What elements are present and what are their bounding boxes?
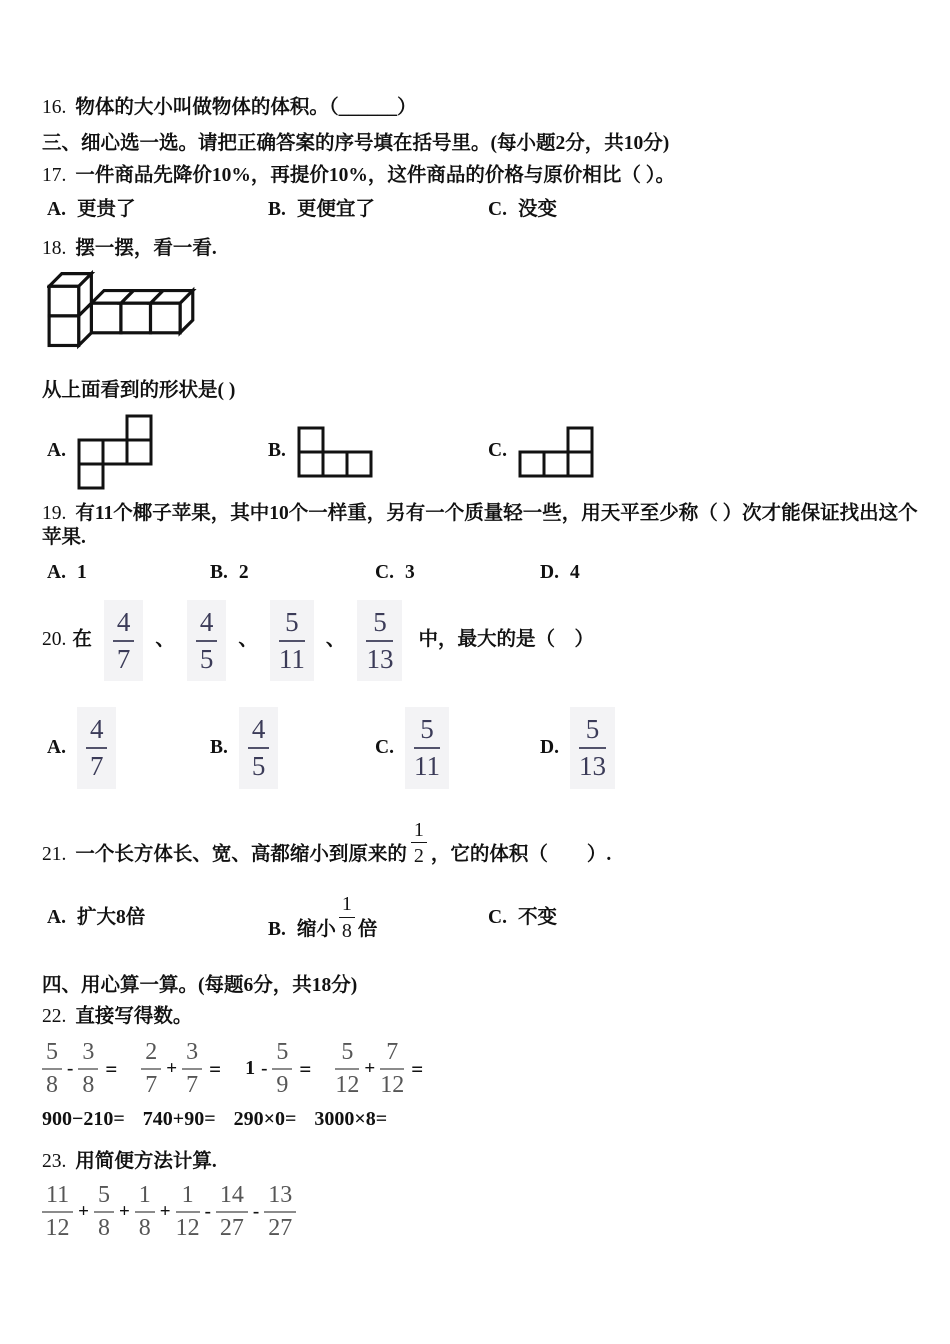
fraction-5-11 — [270, 600, 314, 681]
top-view-option-b-figure — [297, 426, 373, 478]
fraction-7-12 — [380, 1039, 404, 1099]
question-20-option-d — [540, 707, 615, 788]
question-18-option-a — [47, 414, 268, 490]
question-18-view-question — [42, 379, 924, 403]
option-c-label: C. — [375, 736, 394, 758]
minus-operator: - — [261, 1058, 268, 1079]
separator: 、 — [325, 629, 346, 651]
numerator: 5 — [42, 1039, 62, 1070]
denominator: 5 — [199, 643, 214, 674]
option-a-text: 1 — [76, 562, 87, 584]
integer-problem-3: 290×0= — [233, 1107, 297, 1130]
question-19-option-d — [540, 561, 580, 585]
fraction-5-8 — [94, 1182, 114, 1242]
option-b-label: B. — [210, 736, 228, 758]
fraction-5-12 — [335, 1039, 359, 1099]
question-21 — [42, 819, 924, 868]
question-20-option-a — [47, 707, 210, 788]
option-a-label: A. — [47, 199, 66, 221]
numerator: 1 — [176, 1182, 200, 1213]
numerator: 5 — [579, 714, 606, 749]
top-view-option-a-figure — [77, 414, 153, 490]
option-c-text: 不变 — [517, 906, 557, 928]
question-18-number: 18. — [42, 237, 67, 259]
question-18-option-c — [488, 426, 594, 478]
question-19-number: 19. — [42, 502, 67, 524]
numerator: 7 — [380, 1039, 404, 1070]
question-19-text: 有11个椰子苹果，其中10个一样重，另有一个质量轻一些，用天平至少称（ ）次才能保证找出这个苹果. — [42, 502, 918, 548]
option-b-label: B. — [210, 562, 228, 584]
question-16-number: 16. — [42, 97, 67, 118]
section-4-title-text: 四、用心算一算。(每题6分，共18分) — [42, 975, 358, 997]
question-20 — [42, 600, 924, 681]
option-c-label: C. — [488, 440, 507, 462]
equals-sign: = — [299, 1056, 312, 1081]
question-20-number: 20. — [42, 629, 67, 651]
section-3-title — [42, 132, 924, 156]
numerator: 5 — [279, 607, 305, 642]
top-view-option-c-figure — [518, 426, 594, 478]
question-21-option-a — [47, 906, 268, 930]
denominator: 12 — [45, 1215, 70, 1241]
fraction-problem-2 — [141, 1039, 221, 1099]
denominator: 8 — [46, 1071, 58, 1098]
question-22-number: 22. — [42, 1005, 67, 1027]
numerator: 4 — [86, 714, 108, 749]
fraction-4-5 — [187, 600, 227, 681]
option-a-text: 更贵了 — [76, 199, 136, 221]
denominator: 13 — [578, 751, 606, 782]
option-a-label: A. — [47, 562, 66, 584]
numerator: 4 — [196, 607, 218, 642]
fraction-4-7 — [104, 600, 144, 681]
denominator: 8 — [82, 1071, 95, 1098]
question-23 — [42, 1150, 924, 1174]
option-c-text: 没变 — [517, 199, 557, 221]
fraction-11-12 — [42, 1182, 73, 1242]
question-21-number: 21. — [42, 844, 67, 866]
numerator: 4 — [248, 714, 270, 749]
option-d-label: D. — [540, 562, 559, 584]
numerator: 5 — [366, 607, 393, 642]
question-17-text: 一件商品先降价10%，再提价10%，这件商品的价格与原价相比（ ）。 — [75, 164, 676, 186]
numerator: 4 — [113, 607, 135, 642]
question-22 — [42, 1005, 924, 1029]
option-c-text: 3 — [404, 562, 415, 584]
option-b-fraction — [239, 707, 279, 788]
fraction-1-12 — [176, 1182, 200, 1242]
option-d-text: 4 — [569, 562, 580, 584]
fraction-14-27 — [216, 1182, 248, 1242]
numerator: 5 — [414, 714, 440, 749]
option-a-text: 扩大8倍 — [76, 906, 146, 928]
whole-number-one: 1 — [245, 1057, 256, 1080]
option-b-label: B. — [268, 918, 286, 940]
question-20-prefix: 在 — [72, 629, 92, 651]
minus-operator: - — [204, 1201, 211, 1223]
option-b-text-before: 缩小 — [296, 918, 336, 940]
question-18-option-b — [268, 426, 488, 478]
question-18-options — [42, 414, 924, 490]
question-23-number: 23. — [42, 1150, 67, 1172]
denominator: 12 — [175, 1215, 200, 1241]
option-c-label: C. — [488, 199, 507, 221]
denominator: 5 — [251, 751, 266, 782]
numerator: 5 — [94, 1182, 114, 1213]
option-a-label: A. — [47, 906, 66, 928]
integer-problem-2: 740+90= — [142, 1107, 216, 1130]
option-a-label: A. — [47, 440, 66, 462]
option-d-fraction — [570, 707, 615, 788]
fraction-problem-1 — [42, 1039, 117, 1099]
integer-problem-4: 3000×8= — [314, 1107, 388, 1130]
fraction-2-7 — [141, 1039, 161, 1099]
fraction-5-13 — [357, 600, 402, 681]
equals-sign: = — [411, 1056, 424, 1081]
question-17-option-a — [47, 198, 268, 222]
numerator: 5 — [335, 1039, 359, 1070]
question-22-fraction-problems — [42, 1039, 924, 1099]
numerator: 11 — [42, 1182, 73, 1213]
equals-sign: = — [209, 1056, 222, 1081]
question-18-view-question-text: 从上面看到的形状是( ) — [42, 380, 236, 402]
option-b-label: B. — [268, 440, 286, 462]
question-21-option-b — [268, 893, 488, 942]
question-20-option-c — [375, 707, 540, 788]
denominator: 12 — [335, 1071, 360, 1098]
denominator: 13 — [366, 643, 394, 674]
fraction-5-8 — [42, 1039, 62, 1099]
question-19-option-b — [210, 561, 375, 585]
numerator: 1 — [411, 819, 427, 843]
plus-operator: + — [159, 1201, 171, 1223]
denominator: 8 — [97, 1215, 110, 1241]
denominator: 7 — [89, 751, 104, 782]
option-a-fraction — [77, 707, 117, 788]
question-19 — [42, 502, 924, 551]
denominator: 7 — [116, 643, 131, 674]
denominator: 27 — [268, 1215, 293, 1241]
option-c-fraction — [405, 707, 449, 788]
question-19-options — [42, 561, 924, 585]
cube-arrangement-drawing — [47, 267, 197, 350]
fraction-1-8 — [135, 1182, 155, 1242]
denominator: 2 — [413, 845, 424, 868]
plus-operator: + — [118, 1201, 130, 1223]
option-b-text: 更便宜了 — [296, 199, 375, 221]
question-17-number: 17. — [42, 164, 67, 186]
denominator: 27 — [219, 1215, 244, 1241]
question-21-text-before: 一个长方体长、宽、高都缩小到原来的 — [75, 844, 407, 866]
fraction-1-8 — [339, 893, 355, 942]
question-21-text-after: ，它的体积（ ）. — [430, 844, 612, 866]
question-22-integer-problems — [42, 1107, 924, 1132]
separator: 、 — [155, 629, 175, 651]
plus-operator: + — [166, 1058, 178, 1079]
minus-operator: - — [67, 1058, 74, 1079]
option-b-text: 2 — [238, 562, 249, 584]
question-20-option-b — [210, 707, 375, 788]
option-d-label: D. — [540, 736, 559, 758]
numerator: 13 — [264, 1182, 296, 1213]
question-17-option-b — [268, 198, 488, 222]
numerator: 5 — [272, 1039, 292, 1070]
denominator: 11 — [413, 751, 440, 782]
fraction-5-9 — [272, 1039, 292, 1099]
question-22-text: 直接写得数。 — [75, 1005, 193, 1027]
question-23-expression — [42, 1182, 924, 1242]
plus-operator: + — [364, 1058, 376, 1079]
question-18 — [42, 237, 924, 261]
fraction-13-27 — [264, 1182, 296, 1242]
option-b-label: B. — [268, 199, 286, 221]
question-21-option-c — [488, 906, 557, 930]
denominator: 12 — [380, 1071, 405, 1098]
section-3-title-text: 三、细心选一选。请把正确答案的序号填在括号里。(每小题2分，共10分) — [42, 133, 670, 155]
fraction-3-8 — [78, 1039, 98, 1099]
question-19-option-a — [47, 561, 210, 585]
fraction-3-7 — [182, 1039, 202, 1099]
numerator: 3 — [78, 1039, 98, 1070]
denominator: 7 — [145, 1071, 158, 1098]
numerator: 2 — [141, 1039, 161, 1070]
question-23-text: 用简便方法计算. — [75, 1150, 217, 1172]
equals-sign: = — [105, 1056, 118, 1081]
question-16-text: 物体的大小叫做物体的体积。（______） — [75, 97, 417, 118]
plus-operator: + — [78, 1201, 89, 1223]
denominator: 11 — [278, 643, 305, 674]
question-17-option-c — [488, 198, 557, 222]
question-18-cube-figure — [47, 267, 924, 357]
question-20-options — [42, 707, 924, 788]
fraction-problem-3 — [245, 1039, 311, 1099]
question-17 — [42, 164, 924, 188]
fraction-problem-4 — [335, 1039, 423, 1099]
denominator: 9 — [276, 1071, 289, 1098]
option-b-text-after: 倍 — [357, 918, 378, 940]
question-17-options — [42, 198, 924, 222]
question-20-suffix: 中，最大的是（ ） — [418, 629, 594, 651]
question-18-text: 摆一摆，看一看. — [75, 237, 217, 259]
numerator: 1 — [135, 1182, 155, 1213]
integer-problem-1: 900−210= — [42, 1107, 125, 1130]
fraction-1-2 — [411, 819, 427, 868]
numerator: 14 — [216, 1182, 248, 1213]
option-c-label: C. — [375, 562, 394, 584]
denominator: 8 — [341, 919, 352, 942]
minus-operator: - — [252, 1201, 260, 1223]
numerator: 3 — [182, 1039, 202, 1070]
question-21-options — [42, 893, 924, 942]
question-16 — [42, 96, 924, 120]
section-4-title — [42, 974, 924, 998]
separator: 、 — [238, 629, 258, 651]
denominator: 7 — [186, 1071, 199, 1098]
option-c-label: C. — [488, 906, 507, 928]
numerator: 1 — [339, 893, 355, 917]
denominator: 8 — [138, 1215, 151, 1241]
question-19-option-c — [375, 561, 540, 585]
option-a-label: A. — [47, 736, 66, 758]
